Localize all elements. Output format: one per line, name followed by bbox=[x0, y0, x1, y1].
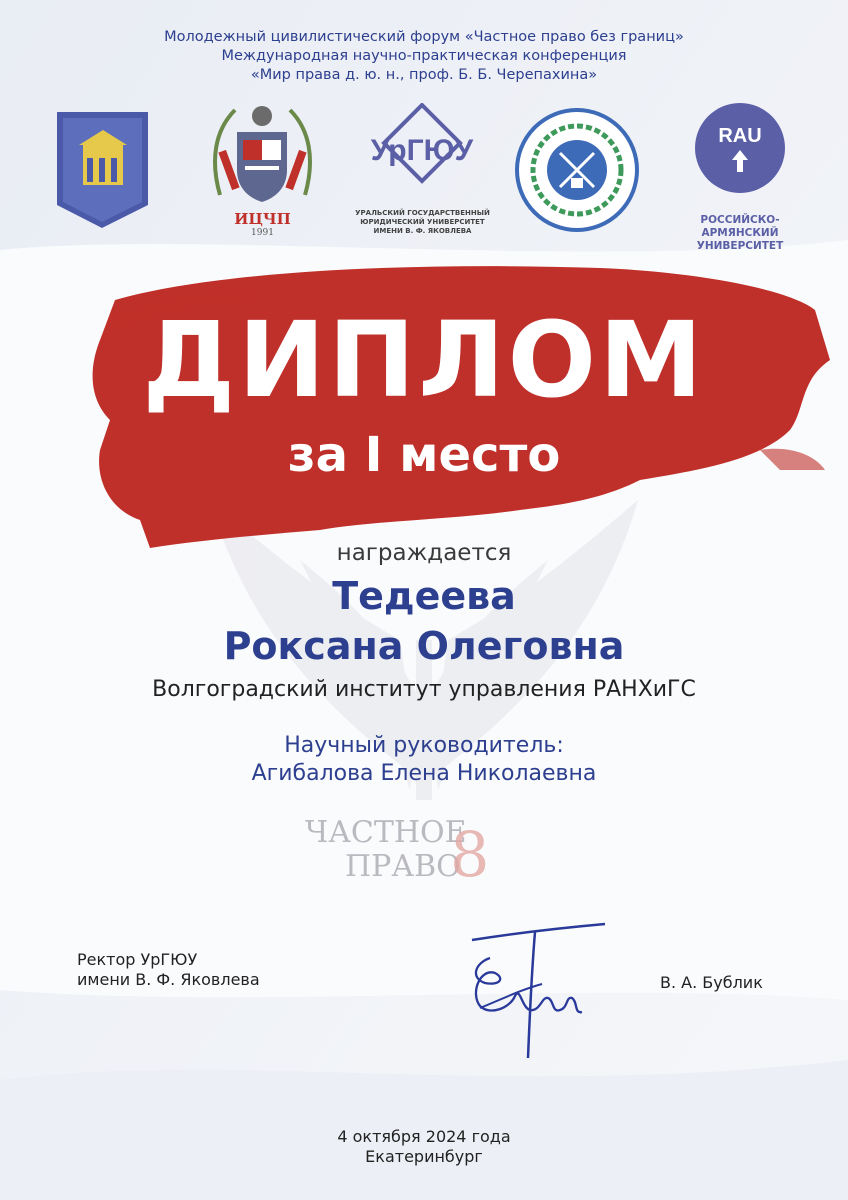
recipient-given-name: Роксана Олеговна bbox=[223, 624, 625, 668]
urgyu-line-2: ЮРИДИЧЕСКИЙ УНИВЕРСИТЕТ bbox=[360, 218, 485, 226]
icchp-emblem-icon bbox=[205, 100, 320, 210]
urgyu-abbr: УрГЮУ bbox=[370, 134, 474, 167]
rau-abbr: RAU bbox=[718, 125, 762, 147]
rau-line-2: УНИВЕРСИТЕТ bbox=[696, 240, 784, 252]
supervisor-name: Агибалова Елена Николаевна bbox=[251, 761, 597, 786]
issue-footer bbox=[0, 1127, 848, 1167]
chastnoe-pravo-watermark bbox=[300, 810, 520, 890]
diploma-title: ДИПЛОМ bbox=[142, 299, 706, 421]
handwritten-signature bbox=[460, 918, 610, 1068]
rau-circle-icon bbox=[665, 100, 815, 200]
signatory-position-line-2: имени В. Ф. Яковлева bbox=[77, 970, 260, 989]
rau-line-1: РОССИЙСКО-АРМЯНСКИЙ bbox=[700, 214, 780, 239]
academy-shield-logo bbox=[55, 110, 150, 230]
recipient-institution: Волгоградский институт управления РАНХиГС bbox=[152, 677, 696, 702]
watermark-line-1: ЧАСТНОЕ bbox=[305, 815, 467, 850]
rtsu-round-logo bbox=[515, 108, 640, 233]
urgyu-logo bbox=[355, 103, 490, 243]
urgyu-line-3: ИМЕНИ В. Ф. ЯКОВЛЕВА bbox=[373, 227, 472, 235]
awarded-label: награждается bbox=[336, 540, 512, 566]
recipient-surname: Тедеева bbox=[332, 574, 516, 618]
header-line-3: «Мир права д. ю. н., проф. Б. Б. Черепахина» bbox=[250, 67, 598, 83]
icchp-year: 1991 bbox=[251, 228, 274, 238]
rau-logo bbox=[665, 100, 815, 252]
issue-city: Екатеринбург bbox=[365, 1147, 483, 1166]
supervisor-label: Научный руководитель: bbox=[284, 733, 564, 758]
urgyu-line-1: УРАЛЬСКИЙ ГОСУДАРСТВЕННЫЙ bbox=[355, 209, 490, 217]
header-line-2: Международная научно-практическая конференция bbox=[221, 48, 627, 64]
signatory-position bbox=[77, 950, 260, 990]
diploma-subtitle: за I место bbox=[287, 427, 561, 483]
icchp-logo bbox=[205, 100, 320, 240]
signatory-name: В. А. Бублик bbox=[660, 973, 763, 992]
urgyu-rhombus-icon bbox=[355, 103, 490, 203]
watermark-eight-icon: 8 bbox=[450, 818, 490, 890]
signatory-position-line-1: Ректор УрГЮУ bbox=[77, 950, 198, 969]
issue-date: 4 октября 2024 года bbox=[337, 1127, 511, 1146]
watermark-line-2: ПРАВО bbox=[345, 849, 461, 884]
icchp-name: ИЦЧП bbox=[234, 210, 291, 228]
header-line-1: Молодежный цивилистический форум «Частное право без границ» bbox=[164, 29, 684, 45]
event-header bbox=[0, 28, 848, 85]
